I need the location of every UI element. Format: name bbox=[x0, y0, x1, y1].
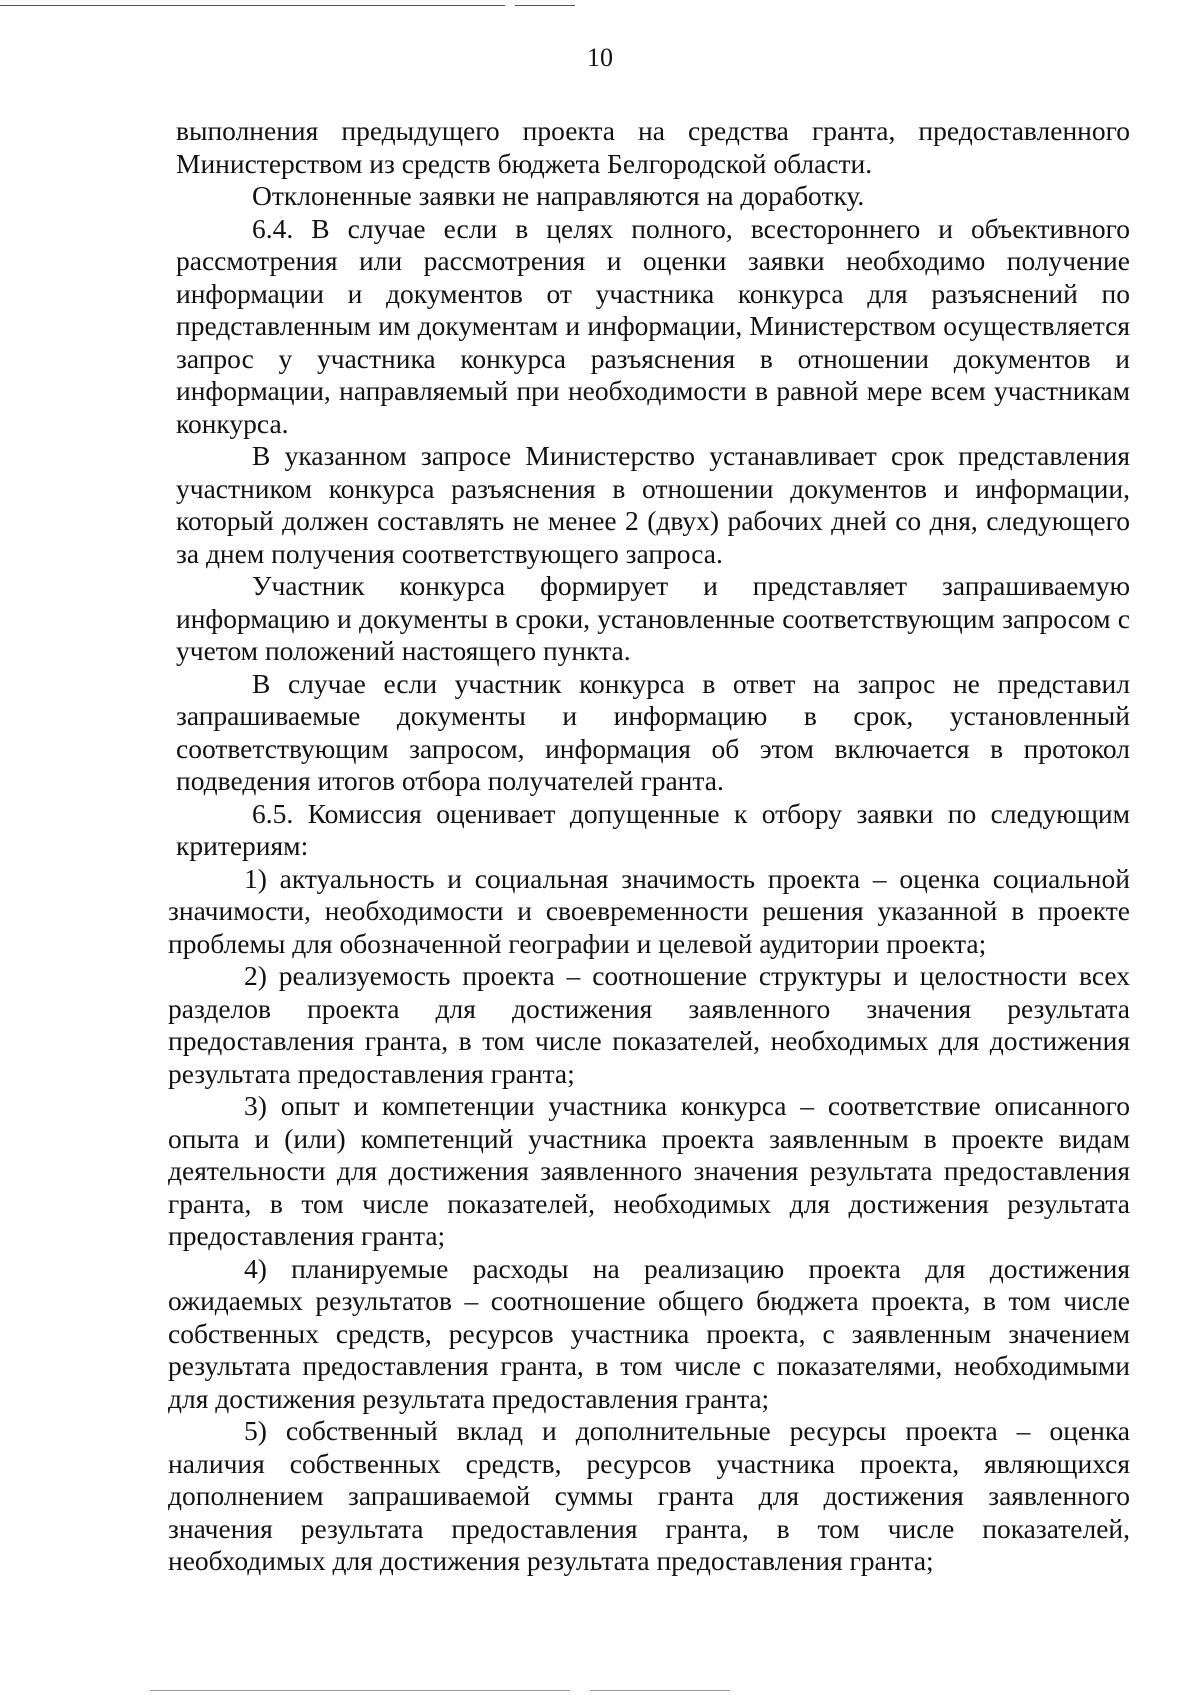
scan-edge-line-top-right bbox=[515, 5, 575, 6]
paragraph-no-response: В случае если участник конкурса в ответ на запрос не представил запрашиваемые документы и информацию в срок, установленный соответствующим запросом, информация об этом включается в протокол подведения итогов отбора получателей гранта. bbox=[176, 667, 1130, 796]
criterion-item-1: 1) актуальность и социальная значимость проекта – оценка социальной значимости, необходимости и своевременности решения указанной в проекте проблемы для обозначенной географии и целевой аудитории проекта; bbox=[168, 862, 1130, 959]
document-body bbox=[168, 115, 1130, 1578]
paragraph-rejected-applications: Отклоненные заявки не направляются на доработку. bbox=[252, 180, 865, 211]
paragraph-continuation: выполнения предыдущего проекта на средства гранта, предоставленного Министерством из средств бюджета Белгородской области. bbox=[176, 115, 1130, 179]
paragraph-6-4: 6.4. В случае если в целях полного, всестороннего и объективного рассмотрения или рассмотрения и оценки заявки необходимо получение информации и документов от участника конкурса для разъяснений по представленным им документам и информации, Министерством осуществляется запрос у участника конкурса разъяснения в отношении документов и информации, направляемый при необходимости в равной мере всем участникам конкурса. bbox=[176, 212, 1130, 439]
paragraph-6-5: 6.5. Комиссия оценивает допущенные к отбору заявки по следующим критериям: bbox=[176, 797, 1130, 861]
criterion-item-4: 4) планируемые расходы на реализацию проекта для достижения ожидаемых результатов – соотношение общего бюджета проекта, в том числе собственных средств, ресурсов участника проекта, с заявленным значением результата предоставления гранта, в том числе с показателями, необходимыми для достижения результата предоставления гранта; bbox=[168, 1252, 1130, 1414]
criterion-item-3: 3) опыт и компетенции участника конкурса – соответствие описанного опыта и (или) компетенций участника проекта заявленным в проекте видам деятельности для достижения заявленного значения результата предоставления гранта, в том числе показателей, необходимых для достижения результата предоставления гранта; bbox=[168, 1090, 1130, 1251]
paragraph-request-deadline: В указанном запросе Министерство устанавливает срок представления участником конкурса разъяснения в отношении документов и информации, который должен составлять не менее 2 (двух) рабочих дней со дня, следующего за днем получения соответствующего запроса. bbox=[176, 440, 1130, 569]
paragraph-participant-submits: Участник конкурса формирует и представляет запрашиваемую информацию и документы в сроки, установленные соответствующим запросом с учетом положений настоящего пункта. bbox=[176, 570, 1130, 666]
scan-edge-line-top bbox=[0, 5, 505, 6]
scan-edge-line-bottom bbox=[150, 1690, 570, 1691]
criterion-item-5: 5) собственный вклад и дополнительные ресурсы проекта – оценка наличия собственных средств, ресурсов участника проекта, являющихся дополнением запрашиваемой суммы гранта для достижения заявленного значения результата предоставления гранта, в том числе показателей, необходимых для достижения результата предоставления гранта; bbox=[168, 1415, 1130, 1576]
criterion-item-2: 2) реализуемость проекта – соотношение структуры и целостности всех разделов проекта для достижения заявленного значения результата предоставления гранта, в том числе показателей, необходимых для достижения результата предоставления гранта; bbox=[168, 960, 1130, 1089]
page-number: 10 bbox=[587, 43, 613, 72]
scan-edge-line-bottom-right bbox=[590, 1690, 730, 1691]
